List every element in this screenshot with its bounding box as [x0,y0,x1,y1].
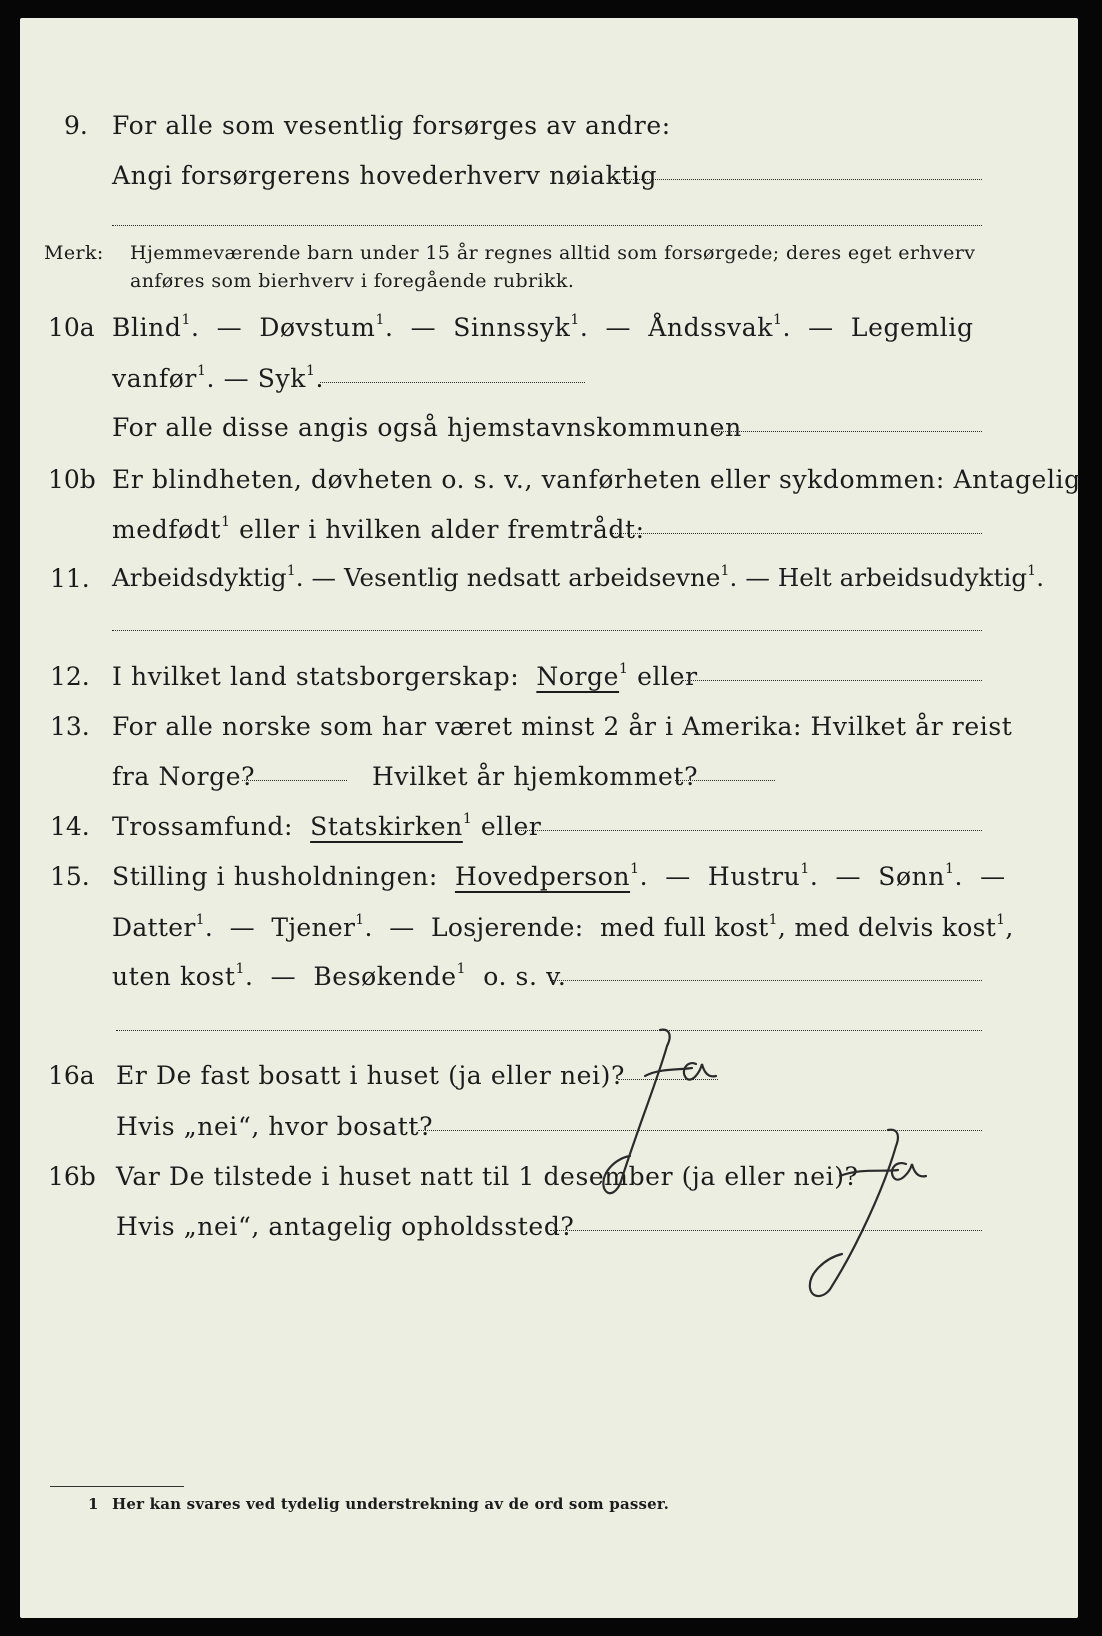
footnote-divider [50,1486,184,1487]
q13-line1: For alle norske som har været minst 2 år i Amerika: Hvilket år reist [112,712,1013,741]
q13-line2a: fra Norge? [112,762,256,791]
option-blind[interactable]: Blind [112,313,182,342]
q15-line2: Datter$^1$. — Tjener$^1$. — Losjerende: med full kost$^1$, med delvis kost$^1$, [112,912,1014,942]
item-number-16a: 16a [48,1061,95,1090]
q10b-line2: medfødt$^1$ eller i hvilken alder fremtrådt: [112,514,645,544]
option-dovstum[interactable]: Døvstum [259,313,376,342]
q9-line2: Angi forsørgerens hovederhverv nøiaktig [112,161,658,190]
item-number-14: 14. [50,812,90,841]
option-delvis-kost[interactable]: med delvis kost [794,913,997,942]
q16b-line1: Var De tilstede i huset natt til 1 desember (ja eller nei)? [116,1162,859,1191]
footnote-text: Her kan svares ved tydelig understrekning av de ord som passer. [112,1495,670,1513]
option-uten-kost[interactable]: uten kost [112,962,236,991]
item-number-11: 11. [50,564,90,593]
q12-line: I hvilket land statsborgerskap: Norge$^1$ eller [112,661,698,691]
option-hustru[interactable]: Hustru [707,862,801,891]
option-norge[interactable]: Norge [536,662,620,691]
q16a-line2: Hvis „nei“, hvor bosatt? [116,1112,434,1141]
q15-line1: Stilling i husholdningen: Hovedperson$^1$. — Hustru$^1$. — Sønn$^1$. — [112,861,1006,891]
census-form-page [20,18,1081,1618]
q15-line3: uten kost$^1$. — Besøkende$^1$ o. s. v. [112,961,567,991]
option-besokende[interactable]: Besøkende [313,962,457,991]
item-number-10b: 10b [48,465,96,494]
q13-line2b: Hvilket år hjemkommet? [372,762,699,791]
q11-line: Arbeidsdyktig$^1$. — Vesentlig nedsatt arbeidsevne$^1$. — Helt arbeidsudyktig$^1$. [112,563,1045,592]
merk-line1: Hjemmeværende barn under 15 år regnes alltid som forsørgede; deres eget erhverv [130,242,976,264]
handwritten-answer-16a [603,1030,716,1194]
q10a-line2: vanfør$^1$. — Syk$^1$. [112,363,325,393]
q9-line1: For alle som vesentlig forsørges av andre: [112,111,671,140]
q10b-line1: Er blindheten, døvheten o. s. v., vanførheten eller sykdommen: Antagelig [112,465,1081,494]
option-arbeidsdyktig[interactable]: Arbeidsdyktig [112,563,287,592]
item-number-9: 9. [64,111,88,140]
handwriting-layer [20,18,1078,1618]
q10a-line3: For alle disse angis også hjemstavnskommunen [112,413,742,442]
q10a-line1: Blind$^1$. — Døvstum$^1$. — Sinnssyk$^1$. — Åndssvak$^1$. — Legemlig [112,312,974,342]
item-number-13: 13. [50,712,90,741]
option-hovedperson[interactable]: Hovedperson [454,862,631,891]
option-sonn[interactable]: Sønn [878,862,945,891]
item-number-10a: 10a [48,313,95,342]
option-medfodt[interactable]: medfødt [112,515,222,544]
footnote-mark: 1 [88,1495,99,1513]
q16b-line2: Hvis „nei“, antagelig opholdssted? [116,1212,575,1241]
option-vanfor[interactable]: vanfør [112,364,197,393]
item-number-15: 15. [50,862,90,891]
option-statskirken[interactable]: Statskirken [310,812,463,841]
option-nedsatt[interactable]: Vesentlig nedsatt arbeidsevne [344,563,721,592]
option-tjener[interactable]: Tjener [271,913,356,942]
q14-line: Trossamfund: Statskirken$^1$ eller [112,811,542,841]
handwritten-answer-16b [810,1130,926,1296]
option-andssvak[interactable]: Åndssvak [648,313,774,342]
option-full-kost[interactable]: med full kost [599,913,769,942]
option-syk[interactable]: Syk [257,364,306,393]
merk-label: Merk: [44,242,104,264]
item-number-12: 12. [50,662,90,691]
item-number-16b: 16b [48,1162,96,1191]
merk-line2: anføres som bierhverv i foregående rubrikk. [130,270,575,292]
option-sinnssyk[interactable]: Sinnssyk [453,313,571,342]
option-legemlig[interactable]: Legemlig [850,313,974,342]
option-datter[interactable]: Datter [112,913,196,942]
option-udyktig[interactable]: Helt arbeidsudyktig [777,563,1028,592]
q16a-line1: Er De fast bosatt i huset (ja eller nei)? [116,1061,625,1090]
